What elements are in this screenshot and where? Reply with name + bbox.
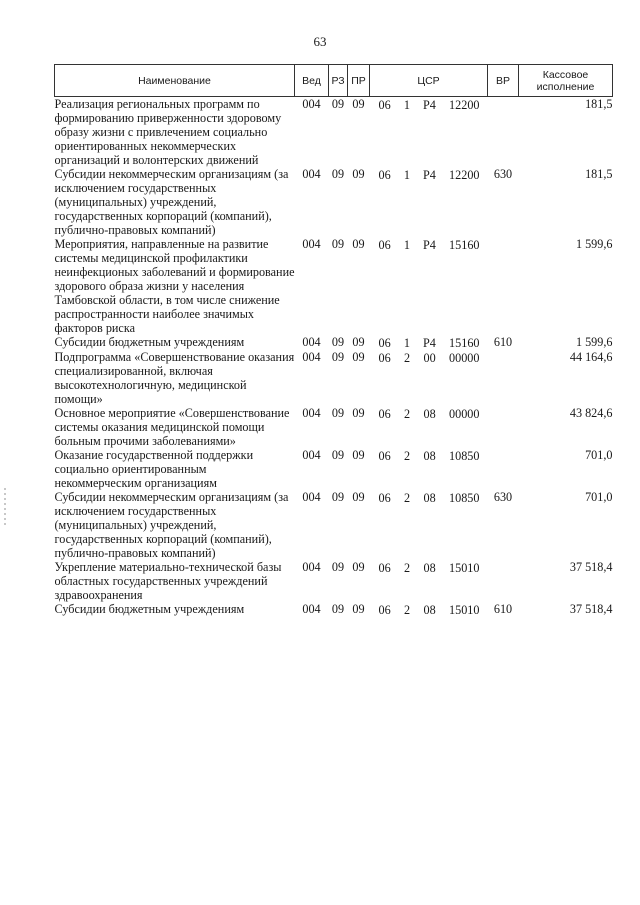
row-amount: 181,5 xyxy=(585,97,613,111)
csr-subprogram: 1 xyxy=(403,98,410,112)
row-amount: 43 824,6 xyxy=(569,406,613,420)
row-vr: 610 xyxy=(493,602,513,616)
budget-table xyxy=(54,64,613,617)
row-vr: 630 xyxy=(493,167,513,181)
row-vr xyxy=(488,560,519,602)
row-ved: 004 xyxy=(302,167,321,181)
csr-direction: 00000 xyxy=(449,407,480,421)
csr-event: 08 xyxy=(423,491,436,505)
header-rz: РЗ xyxy=(329,65,348,97)
row-csr xyxy=(370,602,488,617)
csr-program: 06 xyxy=(378,561,391,575)
csr-direction: 15160 xyxy=(449,238,480,252)
csr-event: 08 xyxy=(423,561,436,575)
row-amount: 181,5 xyxy=(585,167,613,181)
row-amount: 1 599,6 xyxy=(575,237,613,251)
csr-subprogram: 1 xyxy=(403,168,410,182)
row-csr xyxy=(370,350,488,406)
header-ved: Вед xyxy=(295,65,329,97)
row-csr xyxy=(370,490,488,560)
csr-event: P4 xyxy=(423,98,436,112)
row-ved: 004 xyxy=(302,490,321,504)
csr-event: P4 xyxy=(423,238,436,252)
row-ved: 004 xyxy=(302,560,321,574)
row-vr: 630 xyxy=(493,490,513,504)
row-rz: 09 xyxy=(331,448,345,462)
csr-direction: 10850 xyxy=(449,449,480,463)
row-pr: 09 xyxy=(352,97,365,111)
row-rz: 09 xyxy=(331,602,345,616)
row-ved: 004 xyxy=(302,602,321,616)
header-name: Наименование xyxy=(55,65,295,97)
row-vr: 610 xyxy=(493,335,513,349)
row-csr xyxy=(370,167,488,237)
table-row xyxy=(55,406,613,448)
row-ved: 004 xyxy=(302,406,321,420)
csr-program: 06 xyxy=(378,603,391,617)
scan-margin-mark xyxy=(4,488,6,528)
row-name: Подпрограмма «Совершенствование оказания специализированной, включая высокотехнологичную, медицинской помощи» xyxy=(54,350,295,406)
row-pr: 09 xyxy=(352,350,365,364)
csr-direction: 10850 xyxy=(449,491,480,505)
csr-direction: 12200 xyxy=(449,98,480,112)
csr-program: 06 xyxy=(378,238,391,252)
csr-direction: 15010 xyxy=(449,561,480,575)
csr-subprogram: 1 xyxy=(403,336,410,350)
csr-program: 06 xyxy=(378,407,391,421)
table-row xyxy=(55,490,613,560)
csr-direction: 12200 xyxy=(449,168,480,182)
row-amount: 44 164,6 xyxy=(569,350,613,364)
csr-event: P4 xyxy=(423,336,436,350)
table-row xyxy=(55,97,613,168)
row-ved: 004 xyxy=(302,335,321,349)
row-amount: 37 518,4 xyxy=(569,602,613,616)
csr-event: 00 xyxy=(423,351,436,365)
row-vr xyxy=(488,448,519,490)
row-name: Мероприятия, направленные на развитие системы медицинской профилактики неинфекционых заболеваний и формирование здорового образа жизни у населения Тамбовской области, в том числе снижение распространности наиболее значимых факторов риска xyxy=(54,237,295,335)
row-pr: 09 xyxy=(352,448,365,462)
row-csr xyxy=(370,406,488,448)
row-rz: 09 xyxy=(331,560,345,574)
csr-subprogram: 2 xyxy=(404,603,411,617)
row-amount: 701,0 xyxy=(585,490,613,504)
header-pr: ПР xyxy=(348,65,370,97)
csr-program: 06 xyxy=(378,491,391,505)
row-rz: 09 xyxy=(331,406,345,420)
csr-subprogram: 2 xyxy=(404,351,411,365)
csr-subprogram: 2 xyxy=(404,561,411,575)
row-name: Оказание государственной поддержки социально ориентированным некоммерческим организациям xyxy=(54,448,254,490)
row-pr: 09 xyxy=(352,335,365,349)
row-csr xyxy=(370,237,488,335)
csr-subprogram: 1 xyxy=(403,238,410,252)
row-name: Укрепление материально-технической базы областных государственных учреждений здравоохранения xyxy=(54,560,282,602)
csr-direction: 15160 xyxy=(449,336,480,350)
csr-direction: 00000 xyxy=(449,351,480,365)
csr-event: 08 xyxy=(423,407,436,421)
row-pr: 09 xyxy=(352,602,365,616)
row-csr xyxy=(370,448,488,490)
row-vr xyxy=(488,237,519,335)
table-row xyxy=(55,335,613,350)
row-amount: 701,0 xyxy=(585,448,613,462)
row-name: Субсидии бюджетным учреждениям xyxy=(54,335,245,349)
csr-program: 06 xyxy=(378,336,391,350)
csr-subprogram: 2 xyxy=(404,407,411,421)
row-csr xyxy=(370,335,488,350)
header-csr: ЦСР xyxy=(370,65,488,97)
table-row xyxy=(55,448,613,490)
csr-program: 06 xyxy=(378,168,391,182)
row-name: Основное мероприятие «Совершенствование системы оказания медицинской помощи больным прочими заболеваниями» xyxy=(54,406,290,448)
row-rz: 09 xyxy=(331,97,345,111)
row-name: Субсидии некоммерческим организациям (за исключением государственных (муниципальных) учреждений, государственных корпораций (компаний), публично-правовых компаний) xyxy=(54,167,289,237)
row-pr: 09 xyxy=(352,490,365,504)
row-rz: 09 xyxy=(331,335,345,349)
row-csr xyxy=(370,97,488,168)
row-ved: 004 xyxy=(302,97,321,111)
row-vr xyxy=(488,350,519,406)
csr-event: P4 xyxy=(423,168,436,182)
csr-program: 06 xyxy=(378,98,391,112)
row-name: Реализация региональных программ по формированию приверженности здоровому образу жизни с привлечением социально ориентированных некоммерческих организаций и волонтерских движений xyxy=(54,97,282,167)
row-vr xyxy=(488,406,519,448)
header-vr: ВР xyxy=(488,65,519,97)
row-csr xyxy=(370,560,488,602)
csr-direction: 15010 xyxy=(449,603,480,617)
row-amount: 1 599,6 xyxy=(575,335,613,349)
table-row xyxy=(55,167,613,237)
table-row xyxy=(55,560,613,602)
page-number: 63 xyxy=(313,34,327,49)
row-amount: 37 518,4 xyxy=(569,560,613,574)
csr-event: 08 xyxy=(423,603,436,617)
row-rz: 09 xyxy=(331,167,345,181)
table-header-row xyxy=(55,65,613,97)
csr-event: 08 xyxy=(423,449,436,463)
row-pr: 09 xyxy=(352,406,365,420)
csr-program: 06 xyxy=(378,351,391,365)
row-name: Субсидии бюджетным учреждениям xyxy=(54,602,245,616)
header-exec: Кассовое исполнение xyxy=(519,65,613,97)
row-ved: 004 xyxy=(302,237,321,251)
row-pr: 09 xyxy=(352,560,365,574)
csr-subprogram: 2 xyxy=(404,449,411,463)
row-pr: 09 xyxy=(352,167,365,181)
row-rz: 09 xyxy=(331,490,345,504)
table-row xyxy=(55,237,613,335)
row-ved: 004 xyxy=(302,448,321,462)
row-name: Субсидии некоммерческим организациям (за исключением государственных (муниципальных) учреждений, государственных корпораций (компаний), публично-правовых компаний) xyxy=(54,490,289,560)
csr-subprogram: 2 xyxy=(404,491,411,505)
row-rz: 09 xyxy=(331,237,345,251)
csr-program: 06 xyxy=(378,449,391,463)
table-row xyxy=(55,350,613,406)
row-ved: 004 xyxy=(302,350,321,364)
row-pr: 09 xyxy=(352,237,365,251)
row-vr xyxy=(488,97,519,168)
table-row xyxy=(55,602,613,617)
row-rz: 09 xyxy=(331,350,345,364)
